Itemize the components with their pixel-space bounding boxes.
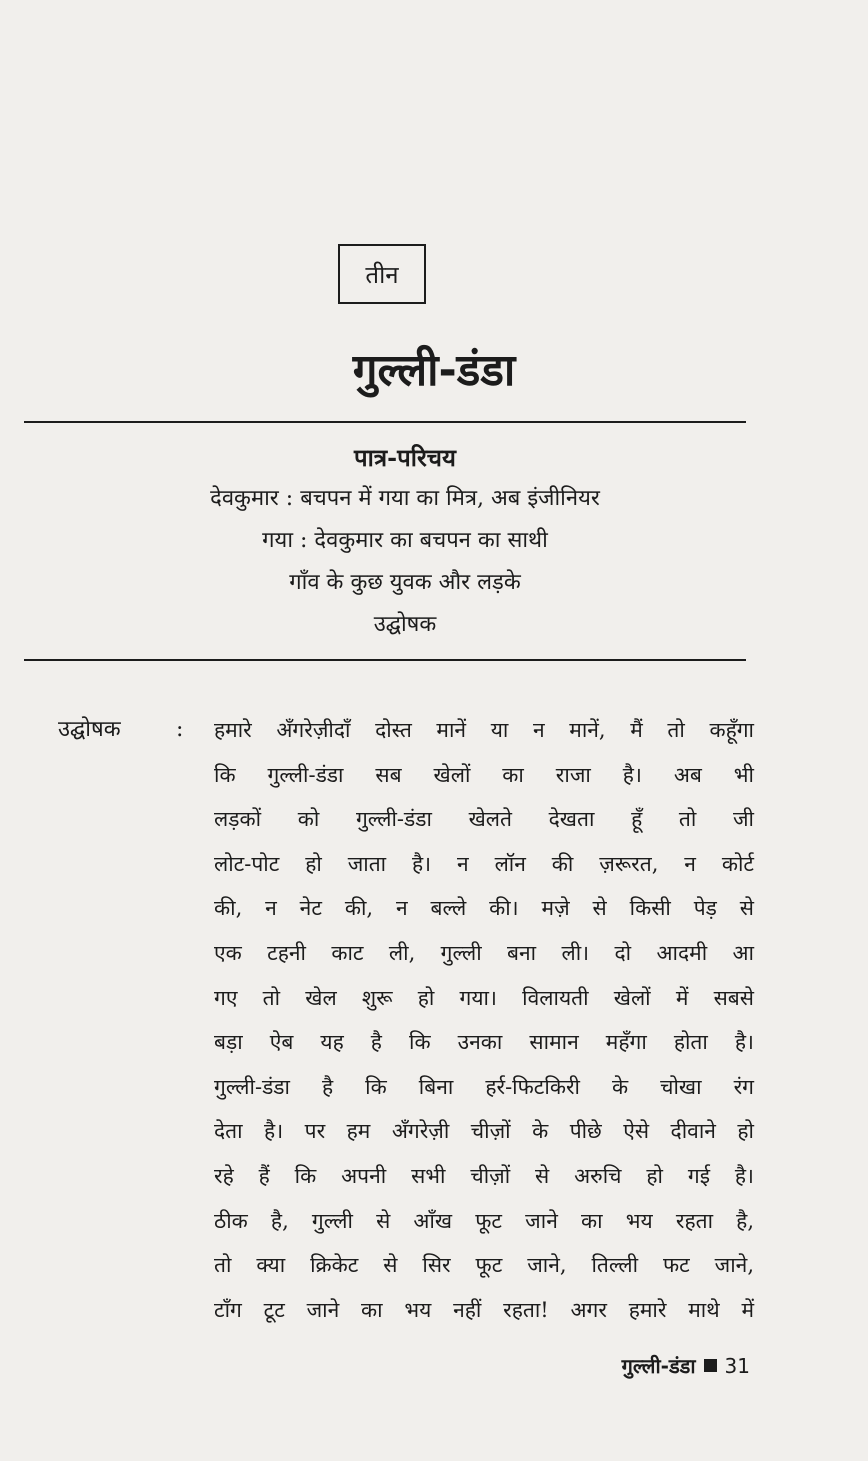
bottom-divider (24, 659, 746, 661)
speaker-name: उद्घोषक (58, 717, 121, 742)
cast-heading: पात्र-परिचय (354, 443, 456, 472)
dialogue-line: कि गुल्ली-डंडा सब खेलों का राजा है। अब भी (214, 762, 754, 787)
dialogue-line: की, न नेट की, न बल्ले की। मज़े से किसी पेड़ से (214, 896, 754, 921)
dialogue-text (214, 708, 754, 1332)
top-divider (24, 421, 746, 423)
chapter-title: गुल्ली-डंडा (352, 345, 516, 396)
running-title: गुल्ली-डंडा (621, 1354, 696, 1378)
speaker-separator: : (176, 717, 184, 742)
cast-member: देवकुमार : बचपन में गया का मित्र, अब इंजीनियर (210, 486, 600, 511)
chapter-number: तीन (365, 260, 399, 289)
dialogue-line: लोट-पोट हो जाता है। न लॉन की ज़रूरत, न कोर्ट (214, 851, 754, 876)
dialogue-line: गुल्ली-डंडा है कि बिना हर्र-फिटकिरी के चोखा रंग (214, 1074, 754, 1099)
page-number: 31 (724, 1353, 750, 1378)
dialogue-line: गए तो खेल शुरू हो गया। विलायती खेलों में सबसे (214, 985, 754, 1010)
dialogue-line: रहे हैं कि अपनी सभी चीज़ों से अरुचि हो गई है। (214, 1163, 754, 1188)
chapter-number-box (338, 244, 426, 304)
dialogue-line: हमारे अँगरेज़ीदाँ दोस्त मानें या न मानें, मैं तो कहूँगा (214, 718, 754, 742)
dialogue-line: लड़कों को गुल्ली-डंडा खेलते देखता हूँ तो जी (214, 807, 754, 832)
page-footer (622, 1352, 750, 1379)
dialogue-line: ठीक है, गुल्ली से आँख फूट जाने का भय रहता है, (214, 1208, 754, 1233)
dialogue-line: बड़ा ऐब यह है कि उनका सामान महँगा होता है। (214, 1030, 754, 1055)
cast-member: गया : देवकुमार का बचपन का साथी (262, 528, 548, 553)
cast-section (60, 438, 750, 646)
dialogue-line: एक टहनी काट ली, गुल्ली बना ली। दो आदमी आ (214, 940, 754, 965)
cast-member: गाँव के कुछ युवक और लड़के (289, 570, 521, 595)
cast-member: उद्घोषक (373, 612, 437, 637)
dialogue-line: तो क्या क्रिकेट से सिर फूट जाने, तिल्ली फट जाने, (214, 1253, 754, 1278)
dialogue-line: देता है। पर हम अँगरेज़ी चीज़ों के पीछे ऐसे दीवाने हो (214, 1119, 754, 1144)
dialogue-line: टाँग टूट जाने का भय नहीं रहता! अगर हमारे माथे में (214, 1297, 754, 1322)
square-bullet-icon (704, 1359, 717, 1372)
